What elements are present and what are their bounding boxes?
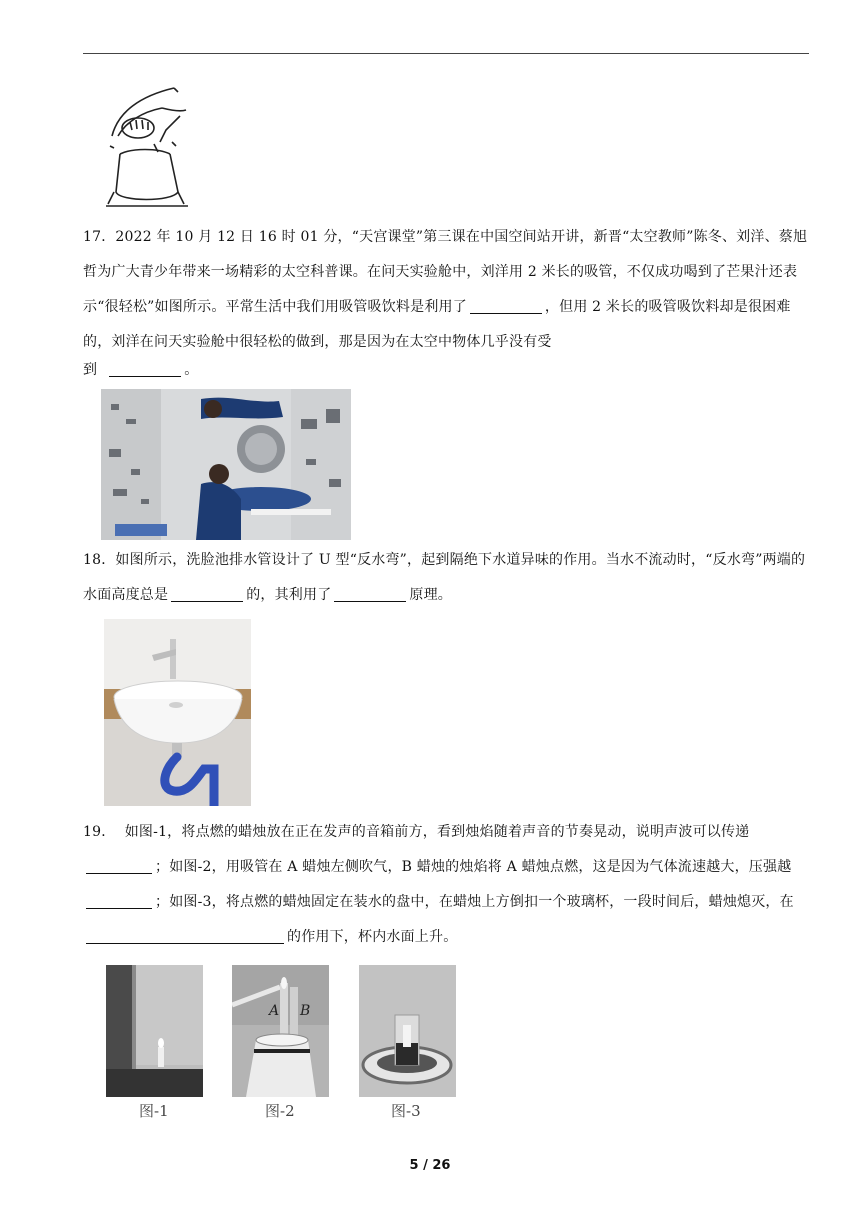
question-19 xyxy=(83,815,809,955)
question-number: 19． xyxy=(83,824,116,840)
space-station-photo xyxy=(101,389,351,540)
question-text: 到 xyxy=(83,362,98,378)
question-text: 的，其利用了 xyxy=(246,587,332,603)
figure-2-straw-candles xyxy=(232,965,329,1097)
question-text: ；如图-3，将点燃的蜡烛固定在装水的盘中，在蜡烛上方倒扣一个玻璃杯，一段时间后，蜡烛熄灭，在 xyxy=(155,894,794,910)
figure-3-inverted-glass xyxy=(359,965,456,1097)
answer-blank[interactable] xyxy=(334,585,406,602)
candle-label-b: B xyxy=(300,1003,311,1019)
question-text: 原理。 xyxy=(409,587,453,603)
answer-blank[interactable] xyxy=(171,585,243,602)
question-18 xyxy=(83,543,809,613)
sink-photo xyxy=(104,619,251,806)
page-number: 5 / 26 xyxy=(409,1158,451,1173)
answer-blank[interactable] xyxy=(470,297,542,314)
question-text: 如图-1，将点燃的蜡烛放在正在发声的音箱前方，看到烛焰随着声音的节奏晃动，说明声波可以传递 xyxy=(124,824,750,840)
question-text: ，但用 2 米长的吸管吸饮料却是很困难的，刘洋在问天实验舱中很轻松的做到，那是因为在太空中物体几乎没有受 xyxy=(83,299,791,350)
question-text: 2022 年 10 月 12 日 16 时 01 分，“天宫课堂”第三课在中国空间站开讲，新晋“太空教师”陈冬、刘洋、蔡旭哲为广大青少年带来一场精彩的太空科普课。在问天实验舱中，刘洋用 2 米长的吸管，不仅成功喝到了芒果汁还表示“很轻松”如图所示。平常生活中我们用吸管吸饮料是利用了 xyxy=(83,229,808,315)
question-text: 的作用下，杯内水面上升。 xyxy=(287,929,458,945)
figure-3-illustration xyxy=(359,965,456,1097)
figure-2-illustration xyxy=(232,965,329,1097)
question-17-continued xyxy=(83,353,809,388)
sink-illustration xyxy=(104,619,251,806)
can-sketch-figure xyxy=(100,82,192,210)
question-text: 如图所示，洗脸池排水管设计了 U 型“反水弯”，起到隔绝下水道异味的作用。当水不流动时，“反水弯”两端的水面高度总是 xyxy=(83,552,806,603)
figure-1-caption: 图-1 xyxy=(139,1102,169,1120)
question-number: 17． xyxy=(83,229,116,245)
question-text: ；如图-2，用吸管在 A 蜡烛左侧吹气，B 蜡烛的烛焰将 A 蜡烛点燃，这是因为气体流速越大，压强越 xyxy=(155,859,792,875)
figure-2-caption: 图-2 xyxy=(265,1102,295,1120)
answer-blank[interactable] xyxy=(109,360,181,377)
answer-blank[interactable] xyxy=(86,892,152,909)
answer-blank[interactable] xyxy=(86,927,284,944)
can-sketch-drawing xyxy=(100,82,192,210)
question-number: 18． xyxy=(83,552,116,568)
figure-1-illustration xyxy=(106,965,203,1097)
figure-3-caption: 图-3 xyxy=(391,1102,421,1120)
header-rule xyxy=(83,53,809,54)
question-text: 。 xyxy=(184,362,199,378)
figure-1-speaker-candle xyxy=(106,965,203,1097)
candle-label-a: A xyxy=(269,1003,280,1019)
question-17 xyxy=(83,220,809,360)
answer-blank[interactable] xyxy=(86,857,152,874)
space-station-illustration xyxy=(101,389,351,540)
